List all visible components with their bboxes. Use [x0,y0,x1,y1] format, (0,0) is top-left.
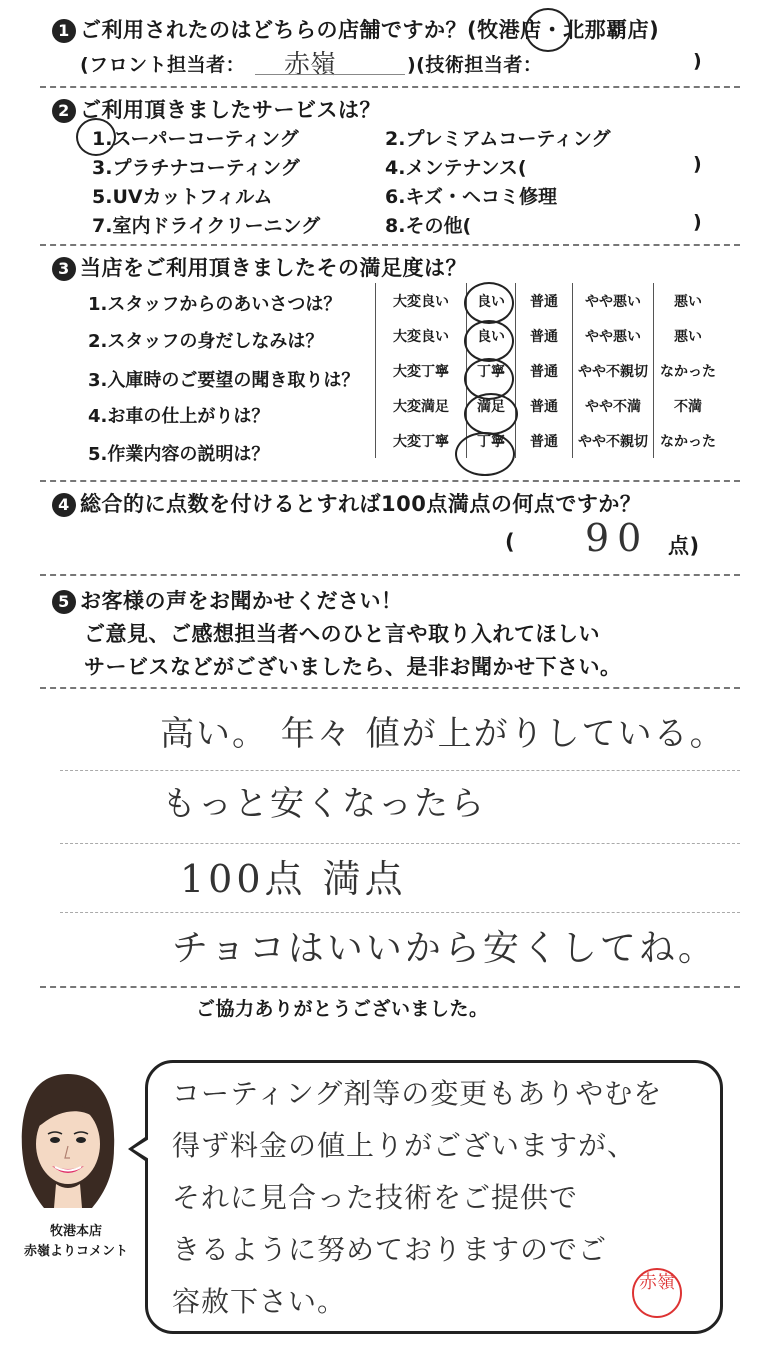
service-option-8-close: ) [693,211,702,233]
service-option-8[interactable]: 8.その他( [385,215,472,237]
rating-row [376,353,723,388]
rating-row-1-circle [464,282,514,324]
divider-1 [40,86,740,88]
q1-store-makiminato[interactable]: 牧港店 [477,18,542,42]
answer-line-1[interactable]: 高い。 年々 値が上がりしている。 [160,714,726,754]
staff-caption-line-2: 赤嶺よりコメント [23,1244,128,1259]
rating-choice[interactable]: 悪い [654,283,723,318]
rating-row [376,318,723,353]
rating-row [376,283,723,318]
q1-close: ) [649,18,660,42]
staff-comment-line-2: 得ず料金の値上りがございますが、 [172,1129,637,1162]
q4-open-paren: ( [505,530,516,554]
answer-line-2[interactable]: もっと安くなったら [162,784,486,824]
front-staff-label: (フロント担当者： [80,54,246,76]
tech-staff-label: )(技術担当者： [407,54,543,76]
q2-text: ご利用頂きましたサービスは？ [80,98,381,122]
q4-score-value[interactable]: 90 [585,516,650,560]
staff-caption-line-1: 牧港本店 [49,1224,102,1239]
rating-choice[interactable]: 大変丁寧 [376,423,467,458]
q5-line-2: ご意見、ご感想担当者へのひと言や取り入れてほしい [84,622,600,646]
q4-line [52,488,641,518]
service-option-5[interactable]: 5.UVカットフィルム [92,186,273,208]
rating-choice[interactable]: 不満 [654,388,723,423]
q2-number: 2 [52,99,76,123]
q3-number: 3 [52,257,76,281]
service-option-1[interactable]: 1.スーパーコーティング [92,128,299,150]
answer-rule-2 [60,843,740,844]
rating-row-2-label: 2.スタッフの身だしなみは？ [88,331,324,352]
rating-row-4-label: 4.お車の仕上がりは？ [88,406,270,427]
service-option-6[interactable]: 6.キズ・ヘコミ修理 [385,186,558,208]
staff-portrait-illustration [12,1068,124,1218]
service-option-4-close: ) [693,153,702,175]
q1-text: ご利用されたのはどちらの店舗ですか？( [80,18,478,42]
rating-choice[interactable]: やや不満 [573,388,654,423]
rating-row-5-label: 5.作業内容の説明は？ [88,444,270,465]
divider-4 [40,574,740,576]
staff-comment-line-1: コーティング剤等の変更もありやむを [172,1077,663,1110]
answer-line-4[interactable]: チョコはいいから安くしてね。 [172,928,717,969]
rating-choice[interactable]: 満足 [467,388,516,423]
rating-row-4-circle [464,393,518,435]
rating-choice[interactable]: 丁寧 [467,353,516,388]
rating-choice[interactable]: 丁寧 [467,423,516,458]
q1-selection-circle [525,8,571,52]
q3-text: 当店をご利用頂きましたその満足度は？ [80,256,467,280]
rating-choice[interactable]: 悪い [654,318,723,353]
rating-choice[interactable]: 大変良い [376,318,467,353]
rating-choice[interactable]: 大変良い [376,283,467,318]
answer-rule-1 [60,770,740,771]
rating-choice[interactable]: 普通 [516,353,573,388]
rating-choice[interactable]: 良い [467,283,516,318]
q2-selection-circle [76,118,116,156]
divider-3 [40,480,740,482]
divider-2 [40,244,740,246]
answer-rule-3 [60,912,740,913]
rating-choice[interactable]: やや不親切 [573,423,654,458]
rating-choice[interactable]: やや悪い [573,283,654,318]
staff-comment-line-5: 容赦下さい。 [172,1285,347,1318]
divider-5 [40,687,740,689]
rating-row [376,423,723,458]
rating-choice[interactable]: 普通 [516,283,573,318]
q5-line-1 [52,585,403,615]
staff-seal-stamp: 赤嶺 [632,1268,682,1318]
rating-choice[interactable]: 大変満足 [376,388,467,423]
rating-choice[interactable]: なかった [654,423,723,458]
q4-number: 4 [52,493,76,517]
service-option-2[interactable]: 2.プレミアムコーティング [385,128,611,150]
rating-table [375,283,722,458]
rating-choice[interactable]: 普通 [516,423,573,458]
q3-line [52,252,467,282]
service-option-4[interactable]: 4.メンテナンス( [385,157,527,179]
rating-choice[interactable]: 普通 [516,318,573,353]
rating-row-2-circle [464,320,514,362]
rating-row-5-circle [455,432,515,476]
q4-unit: 点) [668,534,700,558]
q1-staff-line [80,50,245,77]
q1-store-kitanaha[interactable]: 北那覇店 [563,18,650,42]
q1-number: 1 [52,19,76,43]
rating-row [376,388,723,423]
answer-line-3[interactable]: 100点 満点 [180,857,407,901]
rating-choice[interactable]: 普通 [516,388,573,423]
q1-dot: ・ [541,18,564,42]
q5-line-3: サービスなどがございましたら、是非お聞かせ下さい。 [84,655,622,679]
tech-staff-close: ) [693,50,703,72]
front-staff-value[interactable]: 赤嶺 [284,50,337,80]
q4-text: 総合的に点数を付けるとすれば100点満点の何点ですか？ [80,492,642,516]
rating-row-1-label: 1.スタッフからのあいさつは？ [88,294,342,315]
rating-choice[interactable]: 大変丁寧 [376,353,467,388]
q5-number: 5 [52,590,76,614]
q5-heading: お客様の声をお聞かせください！ [80,589,403,613]
staff-comment-line-4: きるように努めておりますのでご [172,1233,608,1266]
rating-choice[interactable]: 良い [467,318,516,353]
service-option-3[interactable]: 3.プラチナコーティング [92,157,300,179]
rating-row-3-label: 3.入庫時のご要望の聞き取りは？ [88,370,360,391]
speech-bubble-tail-inner [133,1139,149,1159]
rating-choice[interactable]: なかった [654,353,723,388]
staff-comment-line-3: それに見合った技術をご提供で [172,1181,579,1214]
front-staff-underline [255,74,405,75]
service-option-7[interactable]: 7.室内ドライクリーニング [92,215,321,237]
thanks-message: ご協力ありがとうございました。 [196,998,489,1020]
rating-choice[interactable]: やや悪い [573,318,654,353]
divider-6 [40,986,740,988]
rating-choice[interactable]: やや不親切 [573,353,654,388]
